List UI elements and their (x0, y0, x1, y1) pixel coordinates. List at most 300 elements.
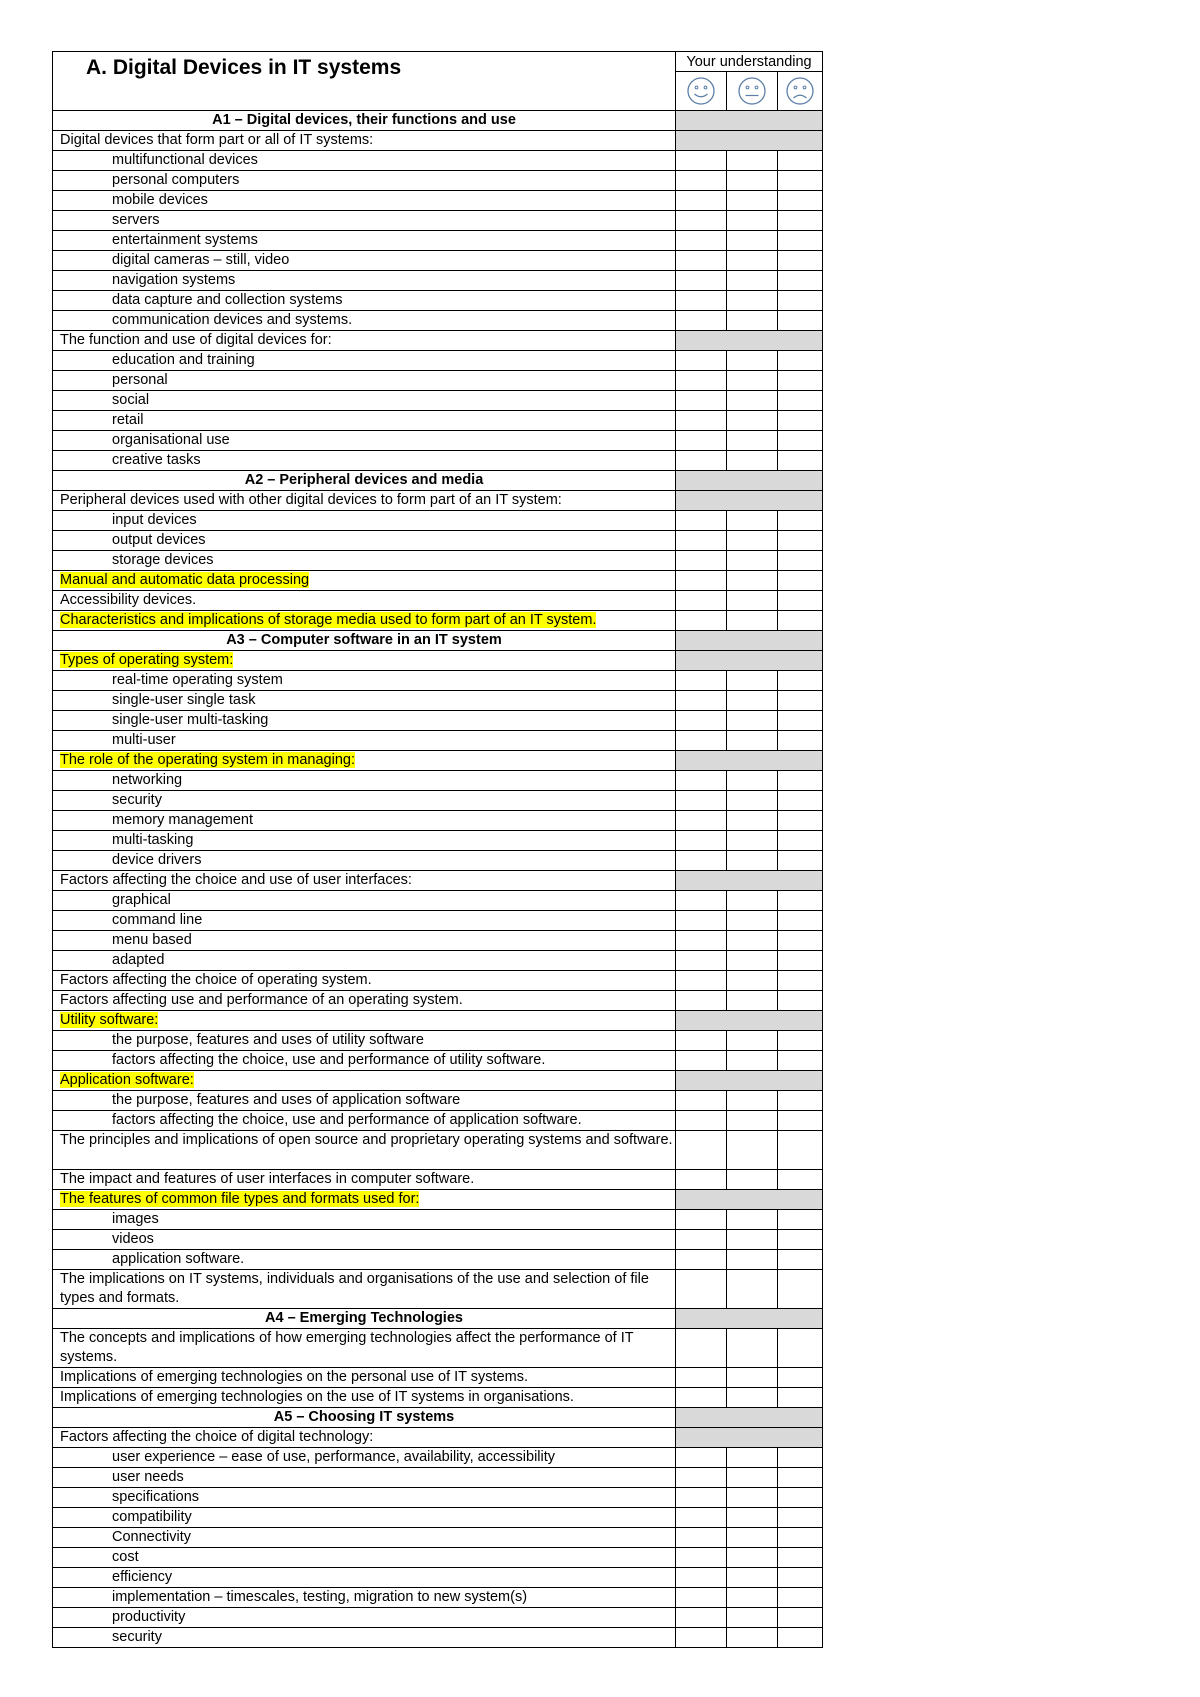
rating-neutral-checkbox[interactable] (727, 1568, 778, 1588)
checklist-row (53, 451, 823, 471)
row-label: command line (112, 912, 203, 928)
topic-text (53, 131, 676, 151)
rating-happy-checkbox[interactable] (676, 1210, 727, 1230)
rating-neutral-checkbox[interactable] (727, 171, 778, 191)
rating-neutral-checkbox[interactable] (727, 591, 778, 611)
rating-neutral-checkbox[interactable] (727, 1091, 778, 1111)
section-title (53, 1408, 676, 1428)
topic-text (53, 491, 676, 511)
sub-item-text (53, 1031, 676, 1051)
rating-neutral-checkbox[interactable] (727, 1230, 778, 1250)
row-label: The principles and implications of open source and proprietary operating systems and software. (60, 1132, 673, 1148)
rating-happy-checkbox[interactable] (676, 311, 727, 331)
checklist-row (53, 231, 823, 251)
rating-happy-checkbox[interactable] (676, 231, 727, 251)
rating-neutral-checkbox[interactable] (727, 671, 778, 691)
rating-sad-checkbox[interactable] (778, 1031, 823, 1051)
rating-happy-checkbox[interactable] (676, 1628, 727, 1648)
checklist-row (53, 1568, 823, 1588)
rating-happy-checkbox[interactable] (676, 831, 727, 851)
checklist-row (53, 1071, 823, 1091)
row-label: single-user multi-tasking (112, 712, 269, 728)
rating-sad-checkbox[interactable] (778, 1111, 823, 1131)
rating-happy-checkbox[interactable] (676, 931, 727, 951)
understanding-label: Your understanding (676, 52, 823, 72)
rating-sad-checkbox[interactable] (778, 1588, 823, 1608)
checklist-row (53, 1428, 823, 1448)
rating-happy-checkbox[interactable] (676, 1588, 727, 1608)
rating-happy-checkbox[interactable] (676, 1170, 727, 1190)
sub-item-text (53, 1210, 676, 1230)
rating-happy-checkbox[interactable] (676, 551, 727, 571)
rating-happy-checkbox[interactable] (676, 1388, 727, 1408)
rating-sad-checkbox[interactable] (778, 971, 823, 991)
rating-neutral-checkbox[interactable] (727, 511, 778, 531)
rating-sad-checkbox[interactable] (778, 691, 823, 711)
rating-happy-checkbox[interactable] (676, 1111, 727, 1131)
rating-neutral-checkbox[interactable] (727, 811, 778, 831)
rating-happy-checkbox[interactable] (676, 951, 727, 971)
checklist-row (53, 951, 823, 971)
row-label: device drivers (112, 852, 202, 868)
rating-happy-checkbox[interactable] (676, 1508, 727, 1528)
rating-happy-checkbox[interactable] (676, 371, 727, 391)
rating-neutral-checkbox[interactable] (727, 891, 778, 911)
topic-text (53, 991, 676, 1011)
rating-sad-checkbox[interactable] (778, 571, 823, 591)
checklist-row (53, 271, 823, 291)
checklist-row (53, 891, 823, 911)
sub-item-text (53, 771, 676, 791)
row-label: user experience – ease of use, performance, availability, accessibility (112, 1449, 556, 1465)
sub-item-text (53, 431, 676, 451)
rating-happy-checkbox[interactable] (676, 991, 727, 1011)
checklist-row (53, 1210, 823, 1230)
checklist-row (53, 1388, 823, 1408)
checklist-row (53, 1270, 823, 1309)
rating-sad-checkbox[interactable] (778, 1210, 823, 1230)
rating-sad-checkbox[interactable] (778, 1448, 823, 1468)
title-cell (53, 52, 676, 111)
section-title (53, 631, 676, 651)
rating-happy-checkbox[interactable] (676, 691, 727, 711)
row-label: Factors affecting use and performance of an operating system. (60, 992, 463, 1008)
rating-neutral-checkbox[interactable] (727, 731, 778, 751)
rating-neutral-checkbox[interactable] (727, 431, 778, 451)
rating-sad-checkbox[interactable] (778, 791, 823, 811)
rating-sad-checkbox[interactable] (778, 151, 823, 171)
checklist-row (53, 1588, 823, 1608)
rating-sad-checkbox[interactable] (778, 1250, 823, 1270)
sub-item-text (53, 1608, 676, 1628)
checklist-row (53, 971, 823, 991)
rating-neutral-checkbox[interactable] (727, 271, 778, 291)
rating-happy-checkbox[interactable] (676, 171, 727, 191)
sub-item-text (53, 1568, 676, 1588)
row-label: menu based (112, 932, 192, 948)
rating-happy-checkbox[interactable] (676, 531, 727, 551)
rating-happy-checkbox[interactable] (676, 351, 727, 371)
rating-happy-checkbox[interactable] (676, 1230, 727, 1250)
checklist-row (53, 811, 823, 831)
row-label: implementation – timescales, testing, migration to new system(s) (112, 1589, 528, 1605)
sub-item-text (53, 531, 676, 551)
topic-text (53, 331, 676, 351)
row-label: user needs (112, 1469, 184, 1485)
rating-sad-checkbox[interactable] (778, 411, 823, 431)
rating-sad-checkbox[interactable] (778, 1488, 823, 1508)
rating-neutral-checkbox[interactable] (727, 1468, 778, 1488)
rating-sad-checkbox[interactable] (778, 531, 823, 551)
row-label: mobile devices (112, 192, 208, 208)
rating-sad-checkbox[interactable] (778, 1568, 823, 1588)
rating-sad-checkbox[interactable] (778, 1388, 823, 1408)
rating-sad-checkbox[interactable] (778, 851, 823, 871)
rating-sad-checkbox[interactable] (778, 1230, 823, 1250)
rating-happy-checkbox[interactable] (676, 851, 727, 871)
rating-neutral-checkbox[interactable] (727, 371, 778, 391)
topic-text (53, 1428, 676, 1448)
rating-sad-checkbox[interactable] (778, 171, 823, 191)
rating-happy-checkbox[interactable] (676, 1329, 727, 1368)
checklist-row (53, 211, 823, 231)
sub-item-text (53, 731, 676, 751)
checklist-row (53, 491, 823, 511)
rating-sad-checkbox[interactable] (778, 731, 823, 751)
checklist-row (53, 591, 823, 611)
rating-happy-checkbox[interactable] (676, 671, 727, 691)
rating-sad-checkbox[interactable] (778, 591, 823, 611)
rating-neutral-checkbox[interactable] (727, 851, 778, 871)
row-label: A2 – Peripheral devices and media (244, 472, 484, 488)
row-label: Connectivity (112, 1529, 191, 1545)
rating-sad-checkbox[interactable] (778, 951, 823, 971)
sub-item-text (53, 211, 676, 231)
rating-sad-checkbox[interactable] (778, 891, 823, 911)
rating-neutral-checkbox[interactable] (727, 1329, 778, 1368)
row-label: single-user single task (112, 692, 256, 708)
rating-neutral-checkbox[interactable] (727, 151, 778, 171)
shaded-rating-cell (676, 1309, 823, 1329)
rating-happy-checkbox[interactable] (676, 191, 727, 211)
topic-text (53, 971, 676, 991)
rating-neutral-checkbox[interactable] (727, 411, 778, 431)
row-label: Factors affecting the choice of digital technology: (60, 1429, 374, 1445)
rating-sad-checkbox[interactable] (778, 431, 823, 451)
rating-neutral-checkbox[interactable] (727, 1368, 778, 1388)
rating-sad-checkbox[interactable] (778, 811, 823, 831)
rating-happy-checkbox[interactable] (676, 151, 727, 171)
rating-sad-checkbox[interactable] (778, 1468, 823, 1488)
topic-text (53, 1170, 676, 1190)
sub-item-text (53, 1250, 676, 1270)
rating-sad-checkbox[interactable] (778, 191, 823, 211)
sub-item-text (53, 1488, 676, 1508)
rating-neutral-checkbox[interactable] (727, 1051, 778, 1071)
checklist-row (53, 1051, 823, 1071)
rating-happy-checkbox[interactable] (676, 1608, 727, 1628)
rating-sad-checkbox[interactable] (778, 451, 823, 471)
rating-sad-checkbox[interactable] (778, 271, 823, 291)
rating-sad-checkbox[interactable] (778, 211, 823, 231)
rating-happy-checkbox[interactable] (676, 431, 727, 451)
rating-neutral-checkbox[interactable] (727, 931, 778, 951)
rating-neutral-checkbox[interactable] (727, 711, 778, 731)
rating-neutral-checkbox[interactable] (727, 1031, 778, 1051)
happy-face-icon (686, 76, 716, 106)
rating-happy-checkbox[interactable] (676, 611, 727, 631)
rating-neutral-checkbox[interactable] (727, 551, 778, 571)
checklist-row (53, 571, 823, 591)
sub-item-text (53, 691, 676, 711)
sub-item-text (53, 151, 676, 171)
checklist-row (53, 351, 823, 371)
rating-neutral-checkbox[interactable] (727, 231, 778, 251)
rating-neutral-checkbox[interactable] (727, 691, 778, 711)
rating-sad-checkbox[interactable] (778, 1329, 823, 1368)
section-title (53, 1309, 676, 1329)
rating-happy-checkbox[interactable] (676, 251, 727, 271)
checklist-row (53, 771, 823, 791)
rating-sad-checkbox[interactable] (778, 231, 823, 251)
row-label: Peripheral devices used with other digital devices to form part of an IT system: (60, 492, 562, 508)
rating-sad-checkbox[interactable] (778, 911, 823, 931)
checklist-row (53, 991, 823, 1011)
row-label: networking (112, 772, 183, 788)
rating-sad-checkbox[interactable] (778, 511, 823, 531)
row-label: videos (112, 1231, 154, 1247)
rating-neutral-checkbox[interactable] (727, 531, 778, 551)
rating-happy-checkbox[interactable] (676, 391, 727, 411)
rating-sad-checkbox[interactable] (778, 771, 823, 791)
rating-neutral-checkbox[interactable] (727, 1111, 778, 1131)
row-label: factors affecting the choice, use and performance of application software. (112, 1112, 582, 1128)
rating-happy-checkbox[interactable] (676, 1488, 727, 1508)
rating-sad-checkbox[interactable] (778, 1548, 823, 1568)
sub-item-text (53, 251, 676, 271)
happy-face-cell (676, 72, 727, 111)
rating-neutral-checkbox[interactable] (727, 251, 778, 271)
rating-happy-checkbox[interactable] (676, 791, 727, 811)
rating-happy-checkbox[interactable] (676, 451, 727, 471)
rating-happy-checkbox[interactable] (676, 211, 727, 231)
rating-neutral-checkbox[interactable] (727, 451, 778, 471)
row-label: Characteristics and implications of storage media used to form part of an IT system. (60, 612, 597, 628)
checklist-row (53, 731, 823, 751)
rating-neutral-checkbox[interactable] (727, 1388, 778, 1408)
row-label: personal (112, 372, 168, 388)
rating-neutral-checkbox[interactable] (727, 211, 778, 231)
checklist-row (53, 1548, 823, 1568)
row-label: multi-user (112, 732, 176, 748)
rating-neutral-checkbox[interactable] (727, 971, 778, 991)
sub-item-text (53, 911, 676, 931)
rating-neutral-checkbox[interactable] (727, 1528, 778, 1548)
rating-happy-checkbox[interactable] (676, 1270, 727, 1309)
checklist-row (53, 1190, 823, 1210)
rating-happy-checkbox[interactable] (676, 891, 727, 911)
shaded-rating-cell (676, 1428, 823, 1448)
rating-sad-checkbox[interactable] (778, 551, 823, 571)
rating-sad-checkbox[interactable] (778, 1508, 823, 1528)
sub-item-text (53, 351, 676, 371)
rating-neutral-checkbox[interactable] (727, 191, 778, 211)
rating-happy-checkbox[interactable] (676, 911, 727, 931)
row-label: security (112, 1629, 162, 1645)
header-row (53, 52, 823, 72)
rating-neutral-checkbox[interactable] (727, 791, 778, 811)
rating-neutral-checkbox[interactable] (727, 1131, 778, 1170)
rating-happy-checkbox[interactable] (676, 1250, 727, 1270)
rating-happy-checkbox[interactable] (676, 1051, 727, 1071)
row-label: Manual and automatic data processing (60, 572, 310, 588)
rating-sad-checkbox[interactable] (778, 1368, 823, 1388)
rating-sad-checkbox[interactable] (778, 711, 823, 731)
rating-neutral-checkbox[interactable] (727, 1250, 778, 1270)
rating-neutral-checkbox[interactable] (727, 1210, 778, 1230)
sad-face-cell (778, 72, 823, 111)
checklist-row (53, 671, 823, 691)
rating-neutral-checkbox[interactable] (727, 1588, 778, 1608)
shaded-rating-cell (676, 651, 823, 671)
rating-happy-checkbox[interactable] (676, 1031, 727, 1051)
rating-happy-checkbox[interactable] (676, 1091, 727, 1111)
rating-neutral-checkbox[interactable] (727, 831, 778, 851)
row-label: the purpose, features and uses of utility software (112, 1032, 424, 1048)
rating-happy-checkbox[interactable] (676, 1548, 727, 1568)
rating-sad-checkbox[interactable] (778, 1528, 823, 1548)
row-label: The concepts and implications of how emerging technologies affect the performance of IT systems. (60, 1330, 634, 1365)
topic-text (53, 871, 676, 891)
rating-sad-checkbox[interactable] (778, 1628, 823, 1648)
sub-item-text (53, 1528, 676, 1548)
rating-neutral-checkbox[interactable] (727, 391, 778, 411)
checklist-row (53, 1468, 823, 1488)
checklist-row (53, 1608, 823, 1628)
checklist-row (53, 531, 823, 551)
checklist-row (53, 1250, 823, 1270)
shaded-rating-cell (676, 471, 823, 491)
rating-happy-checkbox[interactable] (676, 771, 727, 791)
rating-sad-checkbox[interactable] (778, 311, 823, 331)
shaded-rating-cell (676, 131, 823, 151)
rating-happy-checkbox[interactable] (676, 1468, 727, 1488)
rating-sad-checkbox[interactable] (778, 831, 823, 851)
rating-neutral-checkbox[interactable] (727, 911, 778, 931)
rating-sad-checkbox[interactable] (778, 1608, 823, 1628)
section-title (53, 471, 676, 491)
rating-happy-checkbox[interactable] (676, 1131, 727, 1170)
rating-happy-checkbox[interactable] (676, 271, 727, 291)
rating-happy-checkbox[interactable] (676, 1368, 727, 1388)
row-label: Digital devices that form part or all of IT systems: (60, 132, 374, 148)
rating-happy-checkbox[interactable] (676, 711, 727, 731)
rating-neutral-checkbox[interactable] (727, 351, 778, 371)
rating-sad-checkbox[interactable] (778, 351, 823, 371)
rating-sad-checkbox[interactable] (778, 1170, 823, 1190)
rating-neutral-checkbox[interactable] (727, 1548, 778, 1568)
sub-item-text (53, 851, 676, 871)
checklist-row (53, 391, 823, 411)
rating-sad-checkbox[interactable] (778, 371, 823, 391)
rating-neutral-checkbox[interactable] (727, 951, 778, 971)
rating-sad-checkbox[interactable] (778, 931, 823, 951)
rating-neutral-checkbox[interactable] (727, 611, 778, 631)
row-label: storage devices (112, 552, 214, 568)
rating-neutral-checkbox[interactable] (727, 1608, 778, 1628)
rating-sad-checkbox[interactable] (778, 1051, 823, 1071)
page-title: A. Digital Devices in IT systems (86, 56, 402, 79)
rating-happy-checkbox[interactable] (676, 291, 727, 311)
sub-item-text (53, 171, 676, 191)
rating-happy-checkbox[interactable] (676, 811, 727, 831)
rating-happy-checkbox[interactable] (676, 1568, 727, 1588)
rating-neutral-checkbox[interactable] (727, 1448, 778, 1468)
rating-happy-checkbox[interactable] (676, 1528, 727, 1548)
sub-item-text (53, 1628, 676, 1648)
row-label: application software. (112, 1251, 245, 1267)
sub-item-text (53, 931, 676, 951)
row-label: graphical (112, 892, 171, 908)
rating-neutral-checkbox[interactable] (727, 991, 778, 1011)
section-header-row (53, 1309, 823, 1329)
rating-sad-checkbox[interactable] (778, 291, 823, 311)
shaded-rating-cell (676, 1190, 823, 1210)
row-label: organisational use (112, 432, 230, 448)
rating-happy-checkbox[interactable] (676, 591, 727, 611)
checklist-row (53, 851, 823, 871)
rating-happy-checkbox[interactable] (676, 731, 727, 751)
rating-neutral-checkbox[interactable] (727, 1508, 778, 1528)
rating-sad-checkbox[interactable] (778, 1131, 823, 1170)
sub-item-text (53, 1468, 676, 1488)
topic-text (53, 1071, 676, 1091)
shaded-rating-cell (676, 491, 823, 511)
checklist-row (53, 831, 823, 851)
rating-neutral-checkbox[interactable] (727, 771, 778, 791)
rating-sad-checkbox[interactable] (778, 251, 823, 271)
rating-sad-checkbox[interactable] (778, 1270, 823, 1309)
rating-happy-checkbox[interactable] (676, 571, 727, 591)
row-label: Factors affecting the choice of operating system. (60, 972, 372, 988)
checklist-row (53, 311, 823, 331)
rating-sad-checkbox[interactable] (778, 991, 823, 1011)
rating-sad-checkbox[interactable] (778, 671, 823, 691)
rating-happy-checkbox[interactable] (676, 1448, 727, 1468)
topic-text (53, 611, 676, 631)
checklist-row (53, 691, 823, 711)
rating-sad-checkbox[interactable] (778, 611, 823, 631)
rating-neutral-checkbox[interactable] (727, 311, 778, 331)
rating-happy-checkbox[interactable] (676, 971, 727, 991)
rating-neutral-checkbox[interactable] (727, 1270, 778, 1309)
row-label: the purpose, features and uses of application software (112, 1092, 461, 1108)
rating-sad-checkbox[interactable] (778, 391, 823, 411)
topic-text (53, 651, 676, 671)
rating-neutral-checkbox[interactable] (727, 1488, 778, 1508)
rating-neutral-checkbox[interactable] (727, 571, 778, 591)
rating-happy-checkbox[interactable] (676, 511, 727, 531)
rating-sad-checkbox[interactable] (778, 1091, 823, 1111)
checklist-row (53, 151, 823, 171)
rating-happy-checkbox[interactable] (676, 411, 727, 431)
rating-neutral-checkbox[interactable] (727, 1628, 778, 1648)
rating-neutral-checkbox[interactable] (727, 1170, 778, 1190)
checklist-row (53, 291, 823, 311)
rating-neutral-checkbox[interactable] (727, 291, 778, 311)
shaded-rating-cell (676, 751, 823, 771)
neutral-face-icon (737, 76, 767, 106)
